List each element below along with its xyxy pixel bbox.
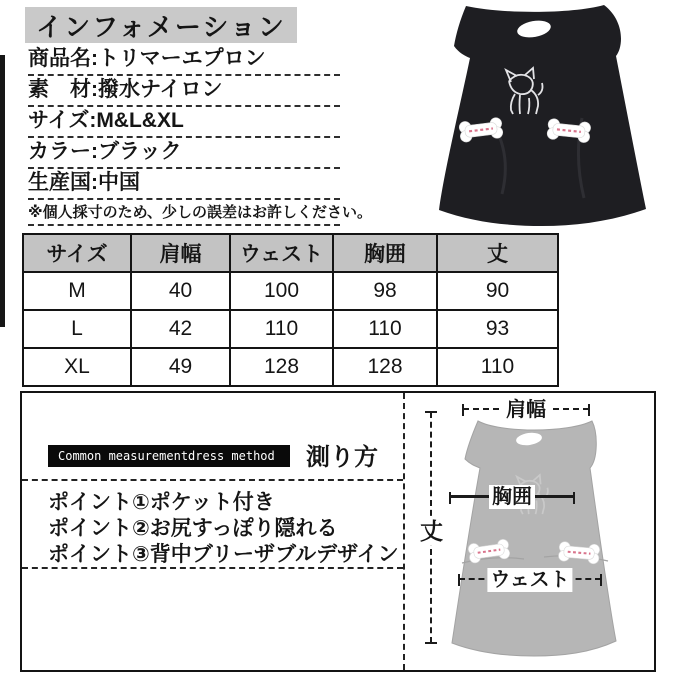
measurement-diagram	[448, 413, 620, 658]
waist-line	[459, 569, 601, 591]
product-photo	[432, 2, 652, 228]
size-table	[22, 233, 559, 387]
table-row	[23, 272, 558, 310]
value-cell: 93	[437, 310, 558, 348]
size-table-header-row	[23, 234, 558, 272]
waist-label: ウェスト	[487, 568, 572, 592]
shoulder-width-line	[463, 399, 589, 421]
value-cell: 110	[230, 310, 333, 348]
feature-points	[48, 490, 399, 568]
table-row	[23, 348, 558, 386]
info-row-material: 素 材:撥水ナイロン	[28, 76, 340, 107]
info-row-color: カラー:ブラック	[28, 138, 340, 169]
size-cell: L	[23, 310, 131, 348]
feature-point-1: ポイント①ポケット付き	[48, 491, 275, 514]
measurement-section	[20, 391, 656, 672]
info-section-title: インフォメーション	[25, 7, 297, 43]
chest-line	[450, 486, 574, 508]
info-row-country: 生産国:中国	[28, 169, 340, 200]
value-cell: 128	[230, 348, 333, 386]
length-label: 丈	[420, 518, 443, 544]
size-table-header: 丈	[437, 234, 558, 272]
value-cell: 98	[333, 272, 437, 310]
value-cell: 90	[437, 272, 558, 310]
size-cell: XL	[23, 348, 131, 386]
chest-label: 胸囲	[489, 485, 535, 509]
info-row-size: サイズ:M&L&XL	[28, 107, 340, 138]
feature-point-2: ポイント②お尻すっぽり隠れる	[48, 517, 338, 540]
size-table-header: 肩幅	[131, 234, 230, 272]
divider-dashed	[22, 479, 403, 481]
feature-point-3: ポイント③背中ブリーザブルデザイン	[48, 543, 399, 566]
divider-dashed-vertical	[403, 393, 405, 670]
diagram-apron-silhouette	[452, 421, 616, 656]
info-row-product-name: 商品名:トリマーエプロン	[28, 45, 340, 76]
left-edge-artifact	[0, 55, 5, 327]
value-cell: 49	[131, 348, 230, 386]
value-cell: 110	[437, 348, 558, 386]
size-cell: M	[23, 272, 131, 310]
info-list	[28, 45, 372, 226]
table-row	[23, 310, 558, 348]
divider-dashed	[22, 567, 403, 569]
size-table-header: ウェスト	[230, 234, 333, 272]
measure-banner-en: Common measurementdress method	[48, 445, 290, 467]
value-cell: 100	[230, 272, 333, 310]
size-table-header: 胸囲	[333, 234, 437, 272]
value-cell: 42	[131, 310, 230, 348]
measurement-disclaimer: ※個人採寸のため、少しの誤差はお許しください。	[28, 200, 340, 226]
apron-silhouette	[439, 5, 646, 226]
value-cell: 128	[333, 348, 437, 386]
size-table-header: サイズ	[23, 234, 131, 272]
measure-title: 測り方	[306, 444, 378, 471]
value-cell: 110	[333, 310, 437, 348]
value-cell: 40	[131, 272, 230, 310]
shoulder-width-label: 肩幅	[503, 398, 549, 422]
